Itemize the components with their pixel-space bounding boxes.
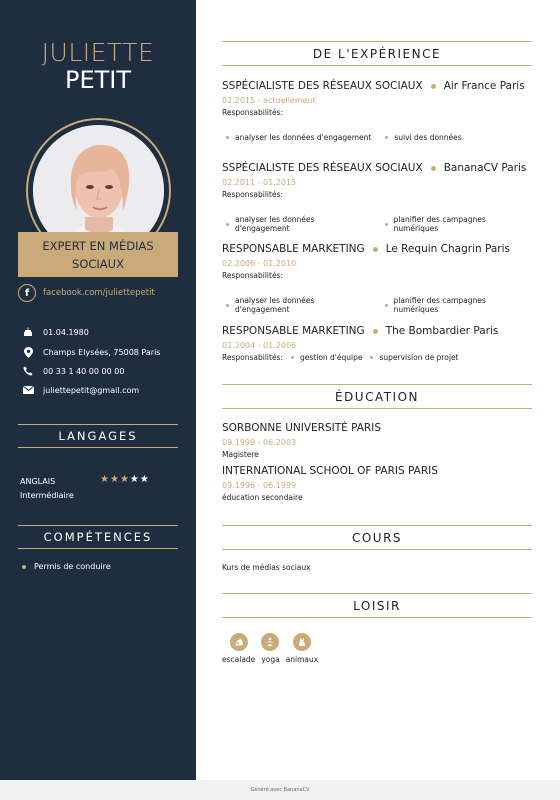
job-entry-resp-label: Responsabilités: — [222, 190, 284, 199]
job-entry-item: suivi des données — [394, 133, 462, 142]
cake-icon — [22, 326, 34, 338]
education-degree: éducation secondaire — [222, 493, 303, 502]
sidebar — [0, 0, 196, 780]
last-name: PETIT — [64, 66, 132, 94]
education-dates: 09.1999 - 06.2003 — [222, 438, 297, 447]
bullet-icon — [370, 356, 373, 359]
job-entry-title: SSPÉCIALISTE DES RÉSEAUX SOCIAUX — [222, 162, 423, 174]
language-name: ANGLAIS — [20, 477, 56, 486]
job-entry-company: BananaCV Paris — [443, 162, 527, 174]
job-entry-dates: 02.2011 - 01.2015 — [222, 178, 297, 187]
bullet-icon — [431, 84, 436, 89]
job-entry-title: RESPONSABLE MARKETING — [222, 325, 365, 337]
language-level: Intermédiaire — [20, 491, 74, 500]
bullet-icon — [226, 136, 229, 139]
first-name: JULIETTE — [41, 38, 155, 67]
job-entry-resp-label: Responsabilités: — [222, 353, 284, 362]
cat-icon — [293, 633, 311, 651]
job-title: EXPERT EN MÉDIAS SOCIAUX — [42, 238, 154, 271]
job-entry — [222, 243, 542, 314]
facebook-url: facebook.com/juliettepetit — [43, 288, 155, 298]
job-entry-item: planifier des campagnes numériques — [393, 215, 486, 233]
job-entry-title: RESPONSABLE MARKETING — [222, 243, 365, 255]
job-entry-dates: 01.2004 - 01.2006 — [222, 341, 297, 350]
education-school: SORBONNE UNIVERSITÉ PARIS — [222, 422, 381, 434]
bullet-icon — [226, 304, 229, 307]
education-school: INTERNATIONAL SCHOOL OF PARIS PARIS — [222, 465, 438, 477]
bullet-icon — [22, 565, 26, 569]
language-rating — [100, 474, 150, 485]
job-entry-item: planifier des campagnes numériques — [393, 296, 486, 314]
bullet-icon — [373, 329, 378, 334]
job-entry-item: gestion d'équipe — [300, 353, 363, 362]
facebook-icon: f — [18, 284, 36, 302]
job-entry-company: Le Requin Chagrin Paris — [385, 243, 510, 255]
education-degree: Magistere — [222, 450, 259, 459]
bullet-icon — [431, 166, 436, 171]
job-entry-title: SSPÉCIALISTE DES RÉSEAUX SOCIAUX — [222, 80, 423, 92]
job-entry-dates: 02.2015 - actuellement — [222, 96, 316, 105]
job-entry-item: supervision de projet — [379, 353, 459, 362]
star-filled-icon: ★ — [100, 474, 110, 485]
hobbies-heading: LOISIR — [222, 593, 532, 618]
phone-icon — [22, 365, 34, 377]
education-entry — [222, 422, 542, 459]
job-entry — [222, 325, 542, 362]
job-entry-item: analyser les données d'engagement — [234, 296, 315, 314]
bullet-icon — [385, 304, 388, 307]
footer-credit: Généré avec BananaCV — [0, 780, 560, 800]
star-filled-icon: ★ — [109, 474, 120, 485]
job-entry-dates: 02.2006 - 01.2010 — [222, 259, 297, 268]
courses-heading: COURS — [222, 525, 532, 550]
job-entry-resp-label: Responsabilités: — [222, 271, 284, 280]
bullet-icon — [385, 136, 388, 139]
job-entry-company: Air France Paris — [443, 80, 525, 92]
experience-heading: DE L'EXPÉRIENCE — [222, 41, 532, 66]
bullet-icon — [226, 223, 229, 226]
contact-birthdate: 01.04.1980 — [22, 326, 89, 338]
education-heading: ÉDUCATION — [222, 384, 532, 409]
job-title-box — [18, 232, 178, 277]
languages-heading: LANGAGES — [18, 424, 178, 448]
bullet-icon — [291, 356, 294, 359]
contact-phone: 00 33 1 40 00 00 00 — [22, 365, 124, 377]
job-entry-company: The Bombardier Paris — [385, 325, 499, 337]
location-pin-icon — [22, 346, 34, 358]
bullet-icon — [373, 247, 378, 252]
education-entry — [222, 465, 542, 502]
education-dates: 09.1996 - 06.1999 — [222, 481, 297, 490]
star-empty-icon: ★ — [129, 474, 140, 485]
facebook-link[interactable] — [18, 284, 155, 302]
star-empty-icon: ★ — [139, 474, 150, 485]
job-entry-item: analyser les données d'engagement — [235, 133, 372, 142]
envelope-icon — [22, 384, 34, 396]
job-entry-item: analyser les données d'engagement — [234, 215, 315, 233]
hobby-item: yoga — [261, 633, 279, 664]
course-item: Kurs de médias sociaux — [222, 563, 311, 572]
climbing-icon — [230, 633, 248, 651]
hobbies-list — [222, 633, 324, 664]
bullet-icon — [385, 223, 388, 226]
hobby-item: escalade — [222, 633, 255, 664]
contact-address: Champs Elysées, 75008 Paris — [22, 346, 160, 358]
skill-item: Permis de conduire — [22, 562, 111, 571]
yoga-icon — [261, 633, 279, 651]
skills-heading: COMPÉTENCES — [18, 525, 178, 549]
hobby-item: animaux — [286, 633, 319, 664]
job-entry-resp-label: Responsabilités: — [222, 108, 284, 117]
contact-email[interactable]: juliettepetit@gmail.com — [22, 384, 139, 396]
job-entry — [222, 162, 542, 233]
job-entry — [222, 80, 542, 142]
star-filled-icon: ★ — [119, 474, 130, 485]
